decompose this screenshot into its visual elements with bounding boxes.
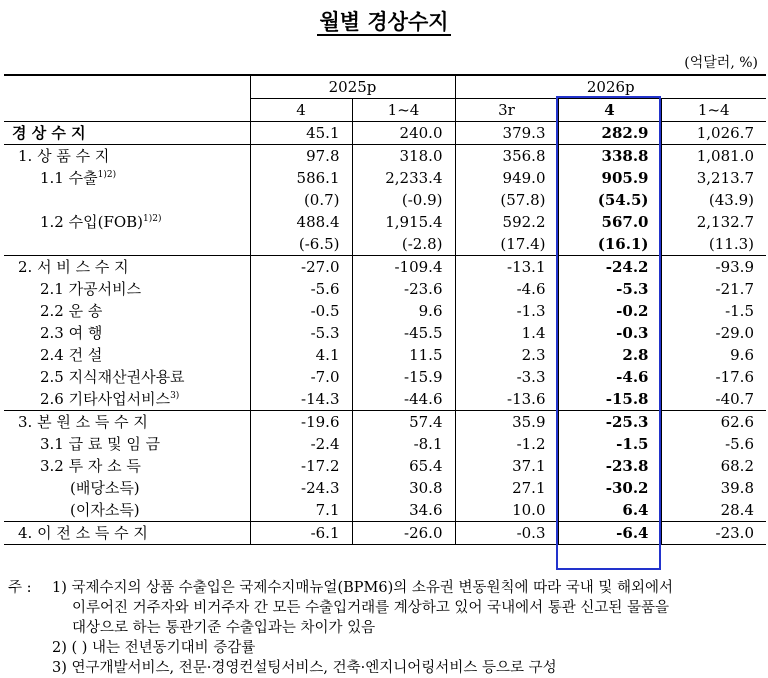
cell-value: 10.0: [455, 499, 558, 522]
row-label: 3.2 투 자 소 득: [40, 457, 141, 475]
row-label: 2.4 건 설: [40, 346, 103, 364]
cell-value: -26.0: [352, 522, 455, 545]
cell-value: 379.3: [455, 122, 558, 145]
cell-value: 488.4: [250, 211, 352, 233]
header-col: 1~4: [661, 99, 766, 122]
row-label: [4, 233, 250, 256]
cell-value: 3,213.7: [661, 167, 766, 189]
cell-value: -0.3: [558, 322, 661, 344]
footnotes: [8, 578, 764, 678]
row-label: 3.1 급 료 및 임 금: [40, 435, 161, 453]
cell-value: 2.8: [558, 344, 661, 366]
cell-value: 9.6: [352, 300, 455, 322]
row-label: 1.1 수출$^{1)2)}$: [40, 169, 117, 187]
cell-value: 1,081.0: [661, 145, 766, 168]
row-label: 3. 본 원 소 득 수 지: [18, 413, 148, 431]
cell-value: -93.9: [661, 256, 766, 279]
header-col: 1~4: [352, 99, 455, 122]
cell-value: 338.8: [558, 145, 661, 168]
cell-value: (54.5): [558, 189, 661, 211]
cell-value: 2.3: [455, 344, 558, 366]
cell-value: -40.7: [661, 388, 766, 411]
cell-value: -0.3: [455, 522, 558, 545]
cell-value: -5.6: [250, 278, 352, 300]
cell-value: -29.0: [661, 322, 766, 344]
row-label: 1.2 수입(FOB)$^{1)2)}$: [40, 213, 162, 231]
cell-value: -4.6: [455, 278, 558, 300]
cell-value: -30.2: [558, 477, 661, 499]
cell-value: -27.0: [250, 256, 352, 279]
cell-value: -1.2: [455, 433, 558, 455]
cell-value: 97.8: [250, 145, 352, 168]
cell-value: -15.8: [558, 388, 661, 411]
row-label: (배당소득): [70, 479, 140, 497]
cell-value: 1,026.7: [661, 122, 766, 145]
header-col: 4: [250, 99, 352, 122]
cell-value: 2,132.7: [661, 211, 766, 233]
cell-value: 356.8: [455, 145, 558, 168]
cell-value: -109.4: [352, 256, 455, 279]
cell-value: 6.4: [558, 499, 661, 522]
cell-value: -8.1: [352, 433, 455, 455]
cell-value: 318.0: [352, 145, 455, 168]
row-label: [4, 189, 250, 211]
row-label: 2.2 운 송: [40, 302, 103, 320]
row-label: 2. 서 비 스 수 지: [18, 258, 129, 276]
cell-value: -5.3: [250, 322, 352, 344]
cell-value: 282.9: [558, 122, 661, 145]
cell-value: -6.1: [250, 522, 352, 545]
cell-value: (11.3): [661, 233, 766, 256]
cell-value: 62.6: [661, 411, 766, 434]
cell-value: (-6.5): [250, 233, 352, 256]
cell-value: 57.4: [352, 411, 455, 434]
cell-value: 1,915.4: [352, 211, 455, 233]
cell-value: 28.4: [661, 499, 766, 522]
cell-value: -15.9: [352, 366, 455, 388]
header-year-2025: 2025p: [250, 75, 455, 99]
cell-value: 11.5: [352, 344, 455, 366]
cell-value: -0.2: [558, 300, 661, 322]
cell-value: -7.0: [250, 366, 352, 388]
cell-value: 34.6: [352, 499, 455, 522]
cell-value: (43.9): [661, 189, 766, 211]
cell-value: -1.5: [558, 433, 661, 455]
cell-value: -23.8: [558, 455, 661, 477]
note-3: 3) 연구개발서비스, 전문·경영컨설팅서비스, 건축·엔지니어링서비스 등으로 구성: [52, 660, 557, 676]
cell-value: 39.8: [661, 477, 766, 499]
cell-value: -14.3: [250, 388, 352, 411]
cell-value: 68.2: [661, 455, 766, 477]
cell-value: -23.0: [661, 522, 766, 545]
cell-value: -5.6: [661, 433, 766, 455]
cell-value: -19.6: [250, 411, 352, 434]
cell-value: -25.3: [558, 411, 661, 434]
cell-value: -6.4: [558, 522, 661, 545]
header-year-2026: 2026p: [455, 75, 766, 99]
cell-value: 586.1: [250, 167, 352, 189]
cell-value: 949.0: [455, 167, 558, 189]
cell-value: -24.3: [250, 477, 352, 499]
cell-value: -21.7: [661, 278, 766, 300]
note-1-line-1: 1) 국제수지의 상품 수출입은 국제수지매뉴얼(BPM6)의 소유권 변동원칙에 따라 국내 및 해외에서: [52, 580, 674, 596]
row-label: (이자소득): [4, 499, 250, 522]
row-label: 2.3 여 행: [40, 324, 103, 342]
cell-value: -5.3: [558, 278, 661, 300]
cell-value: 567.0: [558, 211, 661, 233]
row-label: 2.6 기타사업서비스$^{3)}$: [4, 388, 250, 411]
page-title: 월별 경상수지: [319, 9, 449, 34]
cell-value: -44.6: [352, 388, 455, 411]
unit-label: (억달러, %): [684, 55, 758, 71]
header-col: 3r: [455, 99, 558, 122]
cell-value: 45.1: [250, 122, 352, 145]
note-prefix: 주 :: [8, 580, 32, 596]
header-col: 4: [558, 99, 661, 122]
cell-value: 1.4: [455, 322, 558, 344]
cell-value: -17.6: [661, 366, 766, 388]
cell-value: (17.4): [455, 233, 558, 256]
cell-value: 30.8: [352, 477, 455, 499]
cell-value: 2,233.4: [352, 167, 455, 189]
cell-value: (57.8): [455, 189, 558, 211]
cell-value: (-2.8): [352, 233, 455, 256]
cell-value: 7.1: [250, 499, 352, 522]
note-1-line-3: 대상으로 하는 통관기준 수출입과는 차이가 있음: [72, 620, 376, 636]
cell-value: 240.0: [352, 122, 455, 145]
cell-value: -4.6: [558, 366, 661, 388]
highlight-box: [556, 96, 661, 570]
cell-value: (-0.9): [352, 189, 455, 211]
note-1-line-2: 이루어진 거주자와 비거주자 간 모든 수출입거래를 계상하고 있어 국내에서 통관 신고된 물품을: [72, 600, 669, 616]
cell-value: 4.1: [250, 344, 352, 366]
cell-value: -0.5: [250, 300, 352, 322]
cell-value: -2.4: [250, 433, 352, 455]
cell-value: 35.9: [455, 411, 558, 434]
row-label: 경 상 수 지: [4, 122, 250, 145]
cell-value: (16.1): [558, 233, 661, 256]
cell-value: -45.5: [352, 322, 455, 344]
cell-value: -1.5: [661, 300, 766, 322]
note-2: 2) ( ) 내는 전년동기대비 증감률: [52, 640, 256, 656]
row-label: 2.5 지식재산권사용료: [40, 368, 185, 386]
cell-value: 9.6: [661, 344, 766, 366]
row-label: 4. 이 전 소 득 수 지: [4, 522, 250, 545]
cell-value: 592.2: [455, 211, 558, 233]
cell-value: 37.1: [455, 455, 558, 477]
cell-value: -23.6: [352, 278, 455, 300]
cell-value: -1.3: [455, 300, 558, 322]
cell-value: 27.1: [455, 477, 558, 499]
cell-value: (0.7): [250, 189, 352, 211]
cell-value: -17.2: [250, 455, 352, 477]
cell-value: -13.1: [455, 256, 558, 279]
cell-value: -24.2: [558, 256, 661, 279]
cell-value: 905.9: [558, 167, 661, 189]
row-label: 2.1 가공서비스: [40, 280, 142, 298]
cell-value: 65.4: [352, 455, 455, 477]
row-label: 1. 상 품 수 지: [18, 147, 110, 165]
cell-value: -3.3: [455, 366, 558, 388]
cell-value: -13.6: [455, 388, 558, 411]
